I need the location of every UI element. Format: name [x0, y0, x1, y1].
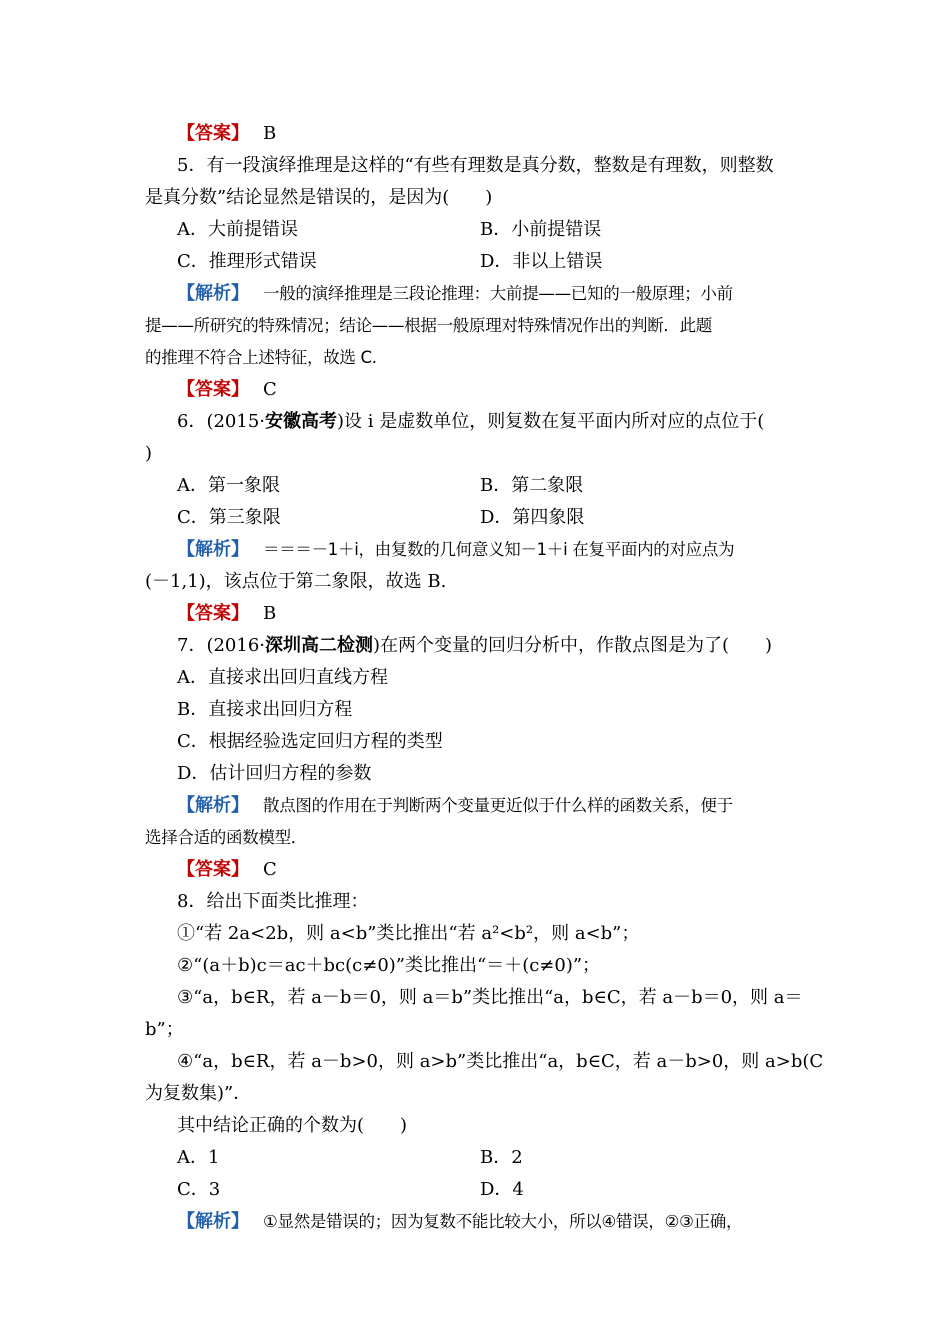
answer-line — [145, 118, 810, 150]
option-a: A．第一象限 — [177, 475, 280, 496]
question-7-source: 深圳高二检测 — [265, 635, 374, 656]
option-b: B．直接求出回归方程 — [177, 699, 353, 720]
analysis-text: 散点图的作用在于判断两个变量更近似于什么样的函数关系，便于 — [263, 796, 733, 815]
statement-3-cont: b”； — [145, 1019, 184, 1040]
option-c: C．第三象限 — [177, 507, 281, 528]
statement-1: ①“若 2a<2b，则 a<b”类比推出“若 a²<b²，则 a<b”； — [177, 923, 640, 944]
option-a: A．1 — [177, 1147, 220, 1168]
option-b: B．小前提错误 — [480, 219, 602, 240]
analysis-text: ①显然是错误的；因为复数不能比较大小，所以④错误，②③正确， — [263, 1212, 743, 1231]
answer-value: C — [263, 859, 277, 880]
analysis-text: 选择合适的函数模型． — [145, 828, 308, 847]
analysis-label: 【解析】 — [177, 539, 249, 560]
analysis-line — [145, 790, 810, 822]
option-d: D．非以上错误 — [480, 251, 603, 272]
option-c: C．推理形式错误 — [177, 251, 317, 272]
analysis-text: 一般的演绎推理是三段论推理：大前提——已知的一般原理；小前 — [263, 284, 733, 303]
question-6-text: )设 i 是虚数单位，则复数在复平面内所对应的点位于( — [337, 411, 765, 432]
question-5-options-row-1 — [145, 214, 810, 246]
analysis-text: (－1,1)，该点位于第二象限，故选 B. — [145, 571, 447, 592]
statement-4: ④“a，b∈R，若 a－b>0，则 a>b”类比推出“a，b∈C，若 a－b>0，则 a>b(C — [177, 1051, 824, 1072]
answer-label: 【答案】 — [177, 379, 249, 400]
analysis-line — [145, 1206, 810, 1238]
answer-value: B — [263, 603, 277, 624]
question-8-options-row-2 — [145, 1174, 810, 1206]
analysis-label: 【解析】 — [177, 795, 249, 816]
answer-label: 【答案】 — [177, 859, 249, 880]
analysis-text: 的推理不符合上述特征，故选 C. — [145, 348, 377, 367]
option-d: D．第四象限 — [480, 507, 585, 528]
question-7-stem — [145, 630, 810, 662]
analysis-line — [145, 278, 810, 310]
question-7-text: )在两个变量的回归分析中，作散点图是为了( ) — [373, 635, 773, 656]
statement-2: ②“(a＋b)c＝ac＋bc(c≠0)”类比推出“＝＋(c≠0)”； — [177, 955, 601, 976]
statement-4-cont: 为复数集)”． — [145, 1083, 252, 1104]
analysis-label: 【解析】 — [177, 283, 249, 304]
answer-line — [145, 374, 810, 406]
document-page — [145, 118, 824, 1238]
question-6-prefix: 6．(2015· — [177, 411, 266, 432]
option-a: A．大前提错误 — [177, 219, 298, 240]
answer-line — [145, 854, 810, 886]
analysis-line — [145, 534, 810, 566]
answer-label: 【答案】 — [177, 123, 249, 144]
question-6-options-row-2 — [145, 502, 810, 534]
question-6-stem — [145, 406, 810, 438]
question-8-options-row-1 — [145, 1142, 810, 1174]
answer-label: 【答案】 — [177, 603, 249, 624]
analysis-text: ＝＝＝－1＋i，由复数的几何意义知－1＋i 在复平面内的对应点为 — [263, 540, 735, 559]
option-d: D．估计回归方程的参数 — [177, 763, 372, 784]
option-d: D．4 — [480, 1179, 524, 1200]
option-c: C．根据经验选定回归方程的类型 — [177, 731, 443, 752]
question-7-prefix: 7．(2016· — [177, 635, 266, 656]
question-8-question: 其中结论正确的个数为( ) — [177, 1115, 408, 1136]
option-a: A．直接求出回归直线方程 — [177, 667, 388, 688]
answer-line — [145, 598, 810, 630]
question-8-intro: 8．给出下面类比推理： — [177, 891, 369, 912]
analysis-label: 【解析】 — [177, 1211, 249, 1232]
question-5-stem: 5．有一段演绎推理是这样的“有些有理数是真分数，整数是有理数，则整数 — [177, 155, 774, 176]
option-b: B．2 — [480, 1147, 523, 1168]
answer-value: B — [263, 123, 277, 144]
statement-3: ③“a，b∈R，若 a－b＝0，则 a＝b”类比推出“a，b∈C，若 a－b＝0，则 a＝ — [177, 987, 803, 1008]
question-5-stem-cont: 是真分数”结论显然是错误的，是因为( ) — [145, 187, 493, 208]
question-6-options-row-1 — [145, 470, 810, 502]
option-c: C．3 — [177, 1179, 221, 1200]
question-5-options-row-2 — [145, 246, 810, 278]
answer-value: C — [263, 379, 277, 400]
option-b: B．第二象限 — [480, 475, 584, 496]
question-6-source: 安徽高考 — [265, 411, 338, 432]
analysis-text: 提——所研究的特殊情况；结论——根据一般原理对特殊情况作出的判断．此题 — [145, 316, 713, 335]
question-6-stem-cont: ) — [145, 443, 153, 464]
